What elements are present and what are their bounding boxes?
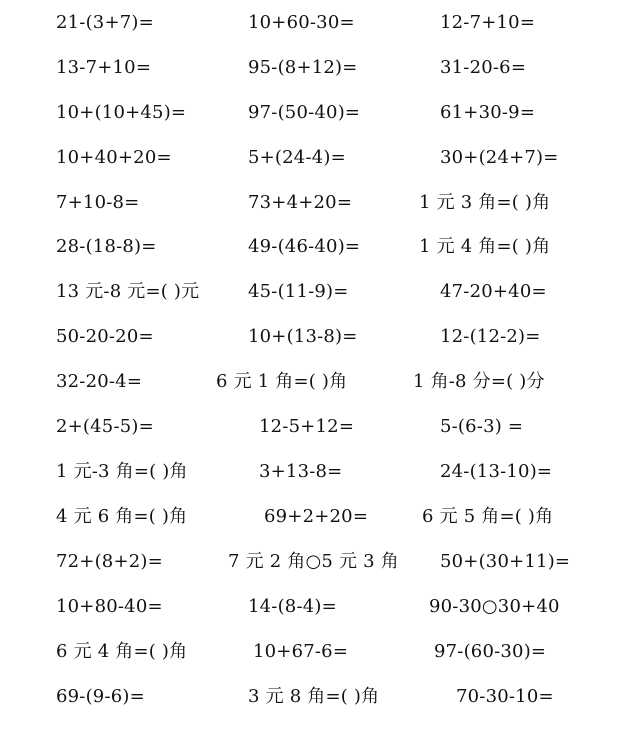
- problem: 6 元 1 角=( )角: [216, 371, 348, 392]
- problem: 10+60-30=: [248, 12, 355, 33]
- worksheet-row-1: [0, 0, 622, 45]
- worksheet-row-12: [0, 494, 622, 539]
- problem: 13-7+10=: [56, 57, 152, 78]
- problem: 47-20+40=: [440, 281, 547, 302]
- worksheet-row-15: [0, 629, 622, 674]
- problem: 4 元 6 角=( )角: [56, 506, 188, 527]
- problem: 3+13-8=: [259, 461, 343, 482]
- worksheet-row-3: [0, 90, 622, 135]
- problem: 72+(8+2)=: [56, 551, 163, 572]
- problem: 69-(9-6)=: [56, 686, 145, 707]
- worksheet-row-2: [0, 45, 622, 90]
- problem: 1 角-8 分=( )分: [413, 371, 545, 392]
- problem: 1 元 4 角=( )角: [419, 236, 551, 257]
- problem: 14-(8-4)=: [248, 596, 337, 617]
- problem: 70-30-10=: [456, 686, 554, 707]
- problem: 69+2+20=: [264, 506, 369, 527]
- problem: 10+67-6=: [253, 641, 349, 662]
- worksheet-row-4: [0, 135, 622, 180]
- problem: 10+(13-8)=: [248, 326, 358, 347]
- worksheet-row-5: [0, 180, 622, 225]
- worksheet-row-10: [0, 404, 622, 449]
- problem: 3 元 8 角=( )角: [248, 686, 380, 707]
- problem: 73+4+20=: [248, 192, 353, 213]
- worksheet-row-6: [0, 224, 622, 269]
- worksheet-row-11: [0, 449, 622, 494]
- worksheet-row-8: [0, 314, 622, 359]
- problem: 50-20-20=: [56, 326, 154, 347]
- problem: 97-(60-30)=: [434, 641, 547, 662]
- worksheet-row-7: [0, 269, 622, 314]
- problem: 97-(50-40)=: [248, 102, 361, 123]
- problem: 5+(24-4)=: [248, 147, 346, 168]
- problem: 95-(8+12)=: [248, 57, 358, 78]
- problem: 13 元-8 元=( )元: [56, 281, 200, 302]
- problem: 12-(12-2)=: [440, 326, 541, 347]
- problem: 21-(3+7)=: [56, 12, 154, 33]
- problem: 10+40+20=: [56, 147, 172, 168]
- problem: 50+(30+11)=: [440, 551, 571, 572]
- worksheet-row-16: [0, 674, 622, 719]
- problem: 61+30-9=: [440, 102, 536, 123]
- problem: 28-(18-8)=: [56, 236, 157, 257]
- worksheet-row-13: [0, 539, 622, 584]
- problem: 2+(45-5)=: [56, 416, 154, 437]
- problem: 32-20-4=: [56, 371, 143, 392]
- worksheet-row-14: [0, 584, 622, 629]
- problem: 30+(24+7)=: [440, 147, 559, 168]
- problem: 90-30○30+40: [429, 596, 560, 617]
- problem: 7 元 2 角○5 元 3 角: [228, 551, 399, 572]
- problem: 10+(10+45)=: [56, 102, 187, 123]
- problem: 12-5+12=: [259, 416, 355, 437]
- problem: 7+10-8=: [56, 192, 140, 213]
- problem: 45-(11-9)=: [248, 281, 349, 302]
- problem: 10+80-40=: [56, 596, 163, 617]
- problem: 24-(13-10)=: [440, 461, 553, 482]
- problem: 1 元-3 角=( )角: [56, 461, 188, 482]
- problem: 6 元 5 角=( )角: [422, 506, 554, 527]
- problem: 31-20-6=: [440, 57, 527, 78]
- problem: 5-(6-3) =: [440, 416, 524, 437]
- problem: 12-7+10=: [440, 12, 536, 33]
- worksheet-row-9: [0, 359, 622, 404]
- problem: 49-(46-40)=: [248, 236, 361, 257]
- problem: 6 元 4 角=( )角: [56, 641, 188, 662]
- problem: 1 元 3 角=( )角: [419, 192, 551, 213]
